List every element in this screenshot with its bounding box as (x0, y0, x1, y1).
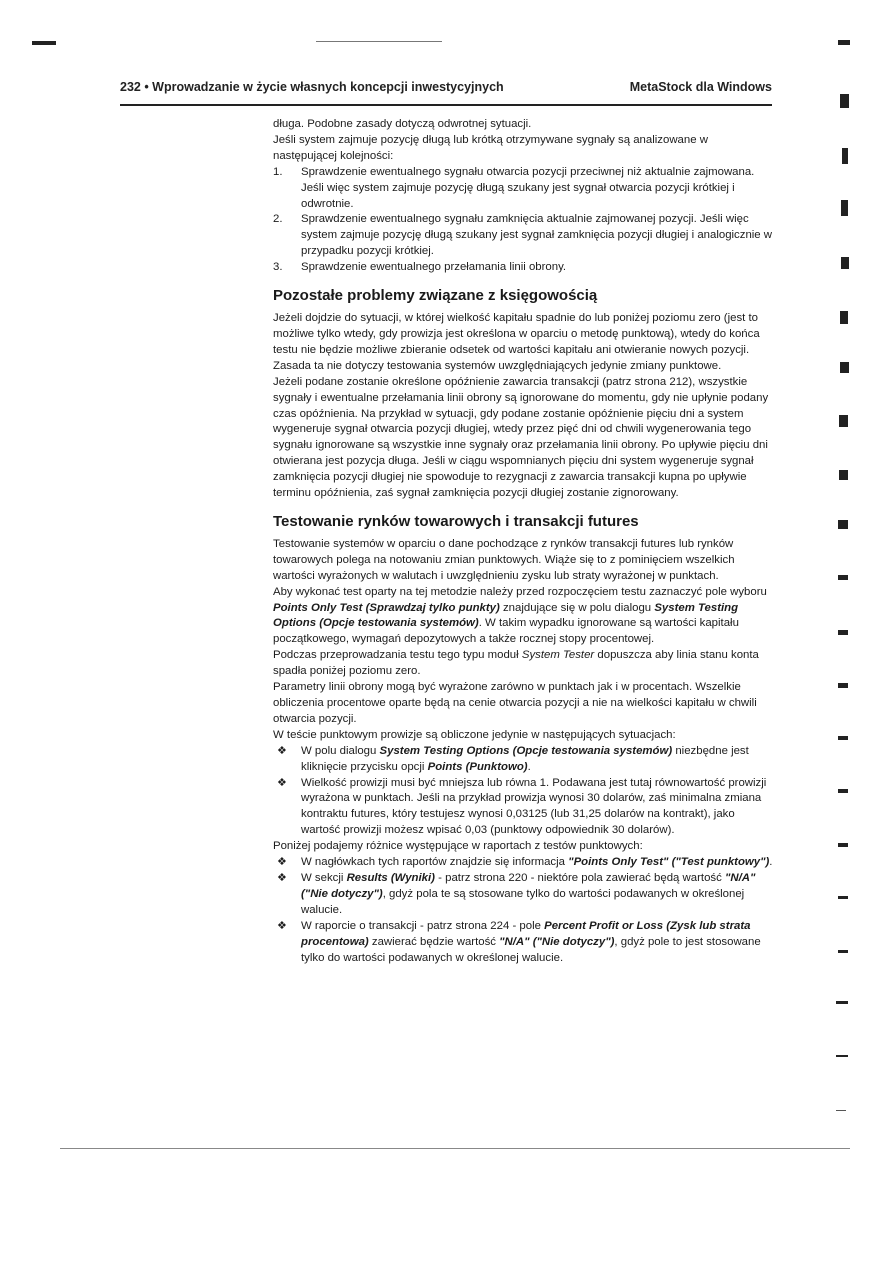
list-item (273, 260, 773, 276)
dialog-name: System Testing Options (Opcje testowania systemów) (273, 601, 739, 630)
scan-mark-right-6 (840, 311, 848, 324)
scan-mark-right-15 (838, 789, 848, 793)
module-name: System Tester (521, 649, 595, 662)
header-book-title: MetaStock dla Windows (629, 80, 772, 94)
text-run: W nagłówkach tych raportów znajdzie się informacja (301, 856, 569, 869)
bullet-icon: ❖ (277, 776, 287, 789)
paragraph (273, 648, 773, 680)
scan-mark-right-7 (840, 362, 849, 373)
scan-mark-right-16 (838, 843, 848, 847)
value-label: "N/A" ("Nie dotyczy") (301, 871, 756, 900)
text-run: . (769, 856, 773, 869)
scan-mark-right-8 (839, 415, 848, 427)
list-item (273, 212, 773, 260)
scan-mark-topleft (32, 41, 56, 45)
scan-mark-right-18 (838, 950, 848, 953)
paragraph: Jeżeli podane zostanie określone opóźnienie zawarcia transakcji (patrz strona 212), wszystkie sygnały i ewentualne przełamania linii obrony są ignorowane do momentu, gdy nie upłynie podany czas opóźnienia. Na przykład w sytuacji, gdy podane zostanie opóźnienie pięciu dni a system wygeneruje sygnał otwarcia pozycji długiej, wtedy przez pięć dni od chwili wygenerowania tego sygnału ignorowane są wszystkie inne sygnały oraz przełamania linii obrony. Po upływie pięciu dni otwierana jest pozycja długa. Jeśli w ciągu wspomnianych pięciu dni system wygeneruje sygnał zamknięcia pozycji długiej nie spowoduje to rezygnacji z zawarcia transakcji kupna po upływie terminu opóźnienia, zaś sygnał zamknięcia pozycji długiej zostanie zignorowany. (273, 375, 769, 500)
list-item-text: Sprawdzenie ewentualnego przełamania linii obrony. (301, 261, 567, 274)
text-run: W sekcji (301, 871, 347, 884)
section-name: Results (Wyniki) (346, 871, 435, 884)
section-heading-accounting: Pozostałe problemy związane z księgowością (273, 287, 598, 305)
scan-mark-right-12 (838, 630, 848, 635)
intro-line-2: Jeśli system zajmuje pozycję długą lub krótką otrzymywane sygnały są analizowane w następującej kolejności: (273, 133, 708, 162)
scan-mark-right-4 (841, 200, 848, 216)
scan-mark-right-11 (838, 575, 848, 580)
header-page-title: 232 • Wprowadzanie w życie własnych koncepcji inwestycyjnych (120, 80, 504, 94)
page-content (273, 117, 773, 966)
paragraph: Poniżej podajemy różnice występujące w raportach z testów punktowych: (273, 840, 643, 853)
scan-mark-right-20 (836, 1055, 848, 1057)
header-rule (120, 104, 772, 106)
text-run: W polu dialogu (301, 744, 380, 757)
list-item (273, 776, 773, 840)
field-name: Percent Profit or Loss (Zysk lub strata procentowa) (301, 919, 751, 948)
list-item (273, 855, 773, 871)
paragraph: Testowanie systemów w oparciu o dane pochodzące z rynków transakcji futures lub rynków towarowych polega na notowaniu zmian punktowych. Wiąże się to z pominięciem wszelkich wartości wyrażonych w walutach i uwzględnieniu zysku lub straty wyrażonej w punktach. (273, 537, 735, 582)
text-run: - patrz strona 220 - niektóre pola zawierać będą wartość (434, 871, 725, 884)
option-name: Points (Punktowo) (427, 760, 528, 773)
bullet-icon: ❖ (277, 744, 287, 757)
text-run: . (527, 760, 531, 773)
list-item (273, 871, 773, 919)
bullet-icon: ❖ (277, 856, 287, 869)
text-run: , gdyż pole to jest stosowane tylko do wartości podawanych w określonej walucie. (301, 935, 761, 964)
paragraph (273, 585, 773, 649)
text-run: , gdyż pola te są stosowane tylko do wartości podawanych w określonej walucie. (301, 887, 745, 916)
bullet-icon: ❖ (277, 919, 287, 932)
top-rule (316, 41, 442, 42)
list-item (273, 919, 773, 967)
list-item-text: Sprawdzenie ewentualnego sygnału otwarcia pozycji przeciwnej niż aktualnie zajmowana. Jeśli więc system zajmuje pozycję długą szukany jest sygnał otwarcia pozycji krótkiej i odwrotnie. (301, 165, 755, 210)
list-number: 2. (273, 213, 283, 226)
commission-conditions-list (273, 744, 773, 839)
dialog-name: System Testing Options (Opcje testowania systemów) (379, 744, 673, 757)
paragraph: Parametry linii obrony mogą być wyrażone zarówno w punktach jak i w procentach. Wszelkie obliczenia procentowe oparte będą na cenie otwarcia pozycji a nie na wielkości kapitału w chwili otwarcia pozycji. (273, 681, 757, 725)
list-item (273, 744, 773, 776)
section-heading-futures: Testowanie rynków towarowych i transakcji futures (273, 512, 639, 530)
bullet-icon: ❖ (277, 871, 287, 884)
text-run: W raporcie o transakcji - patrz strona 224 - pole (301, 919, 545, 932)
scan-mark-right-21 (836, 1110, 846, 1111)
scan-mark-right-5 (841, 257, 849, 269)
text-run: niezbędne jest kliknięcie przycisku opcji (301, 744, 749, 773)
report-differences-list (273, 855, 773, 966)
scan-mark-right-19 (836, 1001, 848, 1004)
scan-mark-right-2 (840, 94, 849, 108)
scan-mark-right-14 (838, 736, 848, 740)
list-item-text: Sprawdzenie ewentualnego sygnału zamknięcia aktualnie zajmowanej pozycji. Jeśli więc system zajmuje pozycję długą szukany jest sygnał zamknięcia pozycji długiej i analogicznie w przypadku pozycji krótkiej. (301, 213, 773, 258)
scan-mark-right-13 (838, 683, 848, 688)
text-run: Wielkość prowizji musi być mniejsza lub równa 1. Podawana jest tutaj równowartość prowizji wyrażona w punktach. Jeśli na przykład prowizja wynosi 30 dolarów, zaś minimalna zmiana kontraktu futures, który testujesz wynosi 0,03125 (lub 31,25 dolarów na kontrakt), jako wartość prowizji możesz wpisać 0,03 (punktowy odpowiednik 30 dolarów). (301, 776, 767, 837)
report-label: "Points Only Test" ("Test punktowy") (568, 856, 770, 869)
text-run: zawierać będzie wartość (368, 935, 500, 948)
intro-line-1: długa. Podobne zasady dotyczą odwrotnej sytuacji. (273, 118, 532, 130)
scan-mark-right-3 (842, 148, 848, 164)
scan-mark-right-9 (839, 470, 848, 480)
list-item (273, 165, 773, 213)
bottom-rule (60, 1148, 850, 1149)
text-run: . W takim wypadku ignorowane są wartości kapitału początkowego, wymagań depozytowych a także rocznej stopy procentowej. (273, 617, 739, 646)
running-header (120, 80, 772, 100)
scan-mark-right-10 (838, 520, 848, 529)
text-run: dopuszcza aby linia stanu konta spadła poniżej poziomu zero. (273, 649, 759, 678)
text-run: Aby wykonać test oparty na tej metodzie należy przed rozpoczęciem testu zaznaczyć pole wyboru (273, 585, 767, 598)
list-number: 3. (273, 261, 283, 274)
paragraph: W teście punktowym prowizje są obliczone jedynie w następujących sytuacjach: (273, 728, 676, 741)
scan-mark-right-1 (838, 40, 850, 45)
list-number: 1. (273, 165, 283, 178)
scan-mark-right-17 (838, 896, 848, 899)
text-run: znajdujące się w polu dialogu (499, 601, 655, 614)
text-run: Podczas przeprowadzania testu tego typu moduł (273, 649, 522, 662)
value-label: "N/A" ("Nie dotyczy") (499, 935, 615, 948)
option-name: Points Only Test (Sprawdzaj tylko punkty) (273, 601, 500, 614)
signal-order-list (273, 165, 773, 276)
paragraph: Jeżeli dojdzie do sytuacji, w której wielkość kapitału spadnie do lub poniżej poziomu zero (jest to możliwe tylko wtedy, gdy prowizja jest określona w oparciu o metodę punktową), wtedy do końca testu nie będzie możliwe zbieranie odsetek od wartości kapitału ani otwieranie nowych pozycji. Zasada ta nie dotyczy testowania systemów uwzględniających jedynie zmiany punktowe. (273, 312, 760, 372)
